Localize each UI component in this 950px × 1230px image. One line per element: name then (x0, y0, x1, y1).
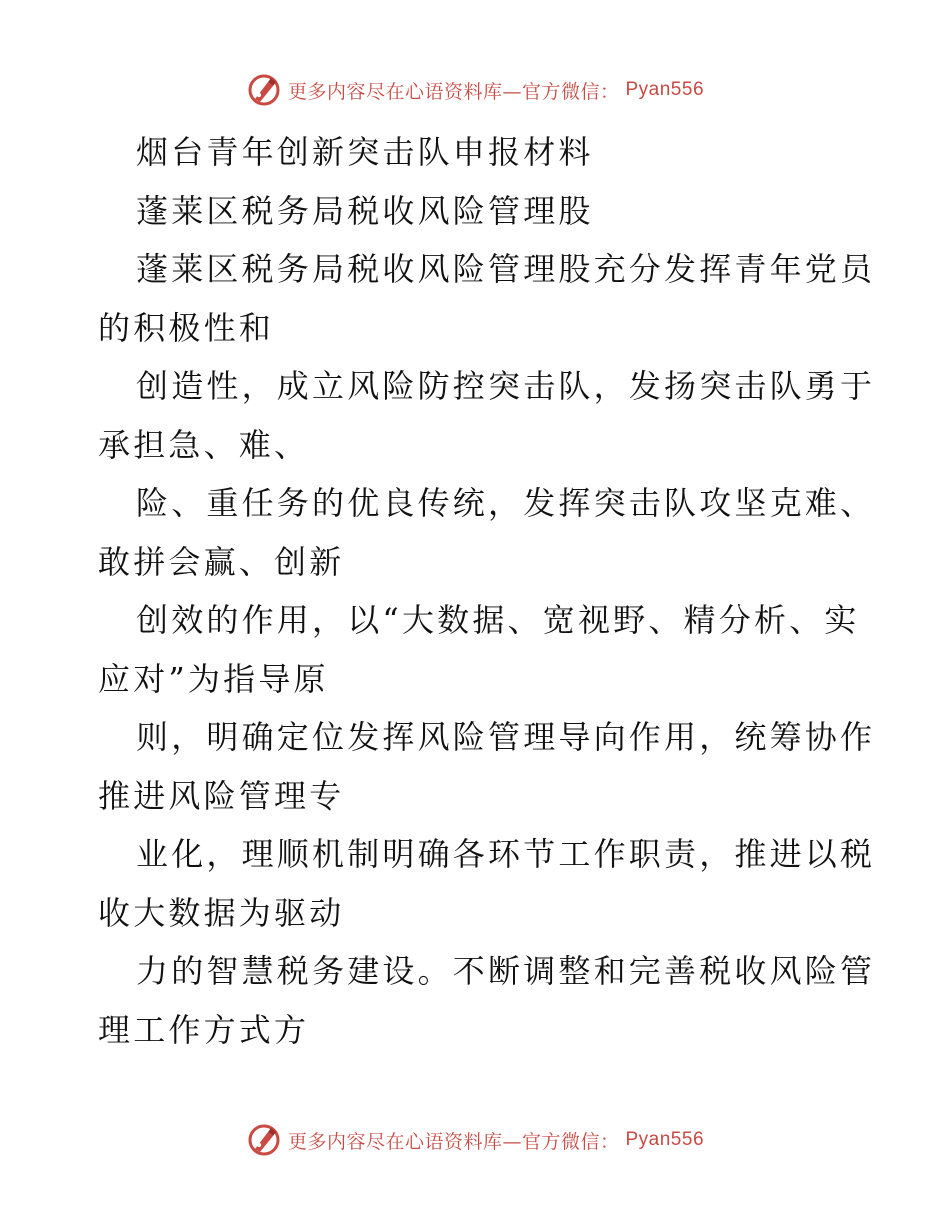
paragraph-line: 险、重任务的优良传统，发挥突击队攻坚克难、 (136, 484, 876, 522)
paragraph-line: 敢拼会赢、创新 (98, 542, 345, 581)
pen-circle-logo-icon (246, 72, 282, 108)
pen-circle-logo-icon (246, 1122, 282, 1158)
paragraph-line: 则，明确定位发挥风险管理导向作用，统筹协作 (136, 718, 876, 756)
paragraph-line: 收大数据为驱动 (98, 893, 345, 932)
doc-title: 烟台青年创新突击队申报材料 (136, 133, 594, 171)
watermark-wechat-id: Pyan556 (625, 1129, 705, 1150)
paragraph-line: 力的智慧税务建设。不断调整和完善税收风险管 (136, 952, 876, 990)
paragraph-line: 创效的作用，以“大数据、宽视野、精分析、实 (136, 601, 860, 639)
footer-watermark (0, 1122, 950, 1158)
watermark-text: 更多内容尽在心语资料库—官方微信： (287, 1130, 620, 1153)
paragraph-line: 蓬莱区税务局税收风险管理股充分发挥青年党员 (136, 250, 876, 288)
paragraph-line: 的积极性和 (98, 308, 275, 347)
paragraph-line: 承担急、难、 (98, 425, 310, 464)
document-body (98, 123, 876, 1059)
watermark-text: 更多内容尽在心语资料库—官方微信： (287, 80, 620, 103)
paragraph-line: 业化，理顺机制明确各环节工作职责，推进以税 (136, 835, 876, 873)
paragraph-line: 创造性，成立风险防控突击队，发扬突击队勇于 (136, 367, 876, 405)
watermark-wechat-id: Pyan556 (625, 79, 705, 100)
paragraph-line: 理工作方式方 (98, 1010, 310, 1049)
paragraph-line: 推进风险管理专 (98, 776, 345, 815)
doc-subtitle: 蓬莱区税务局税收风险管理股 (136, 191, 594, 230)
paragraph-line: 应对”为指导原 (98, 659, 329, 698)
header-watermark (0, 72, 950, 108)
